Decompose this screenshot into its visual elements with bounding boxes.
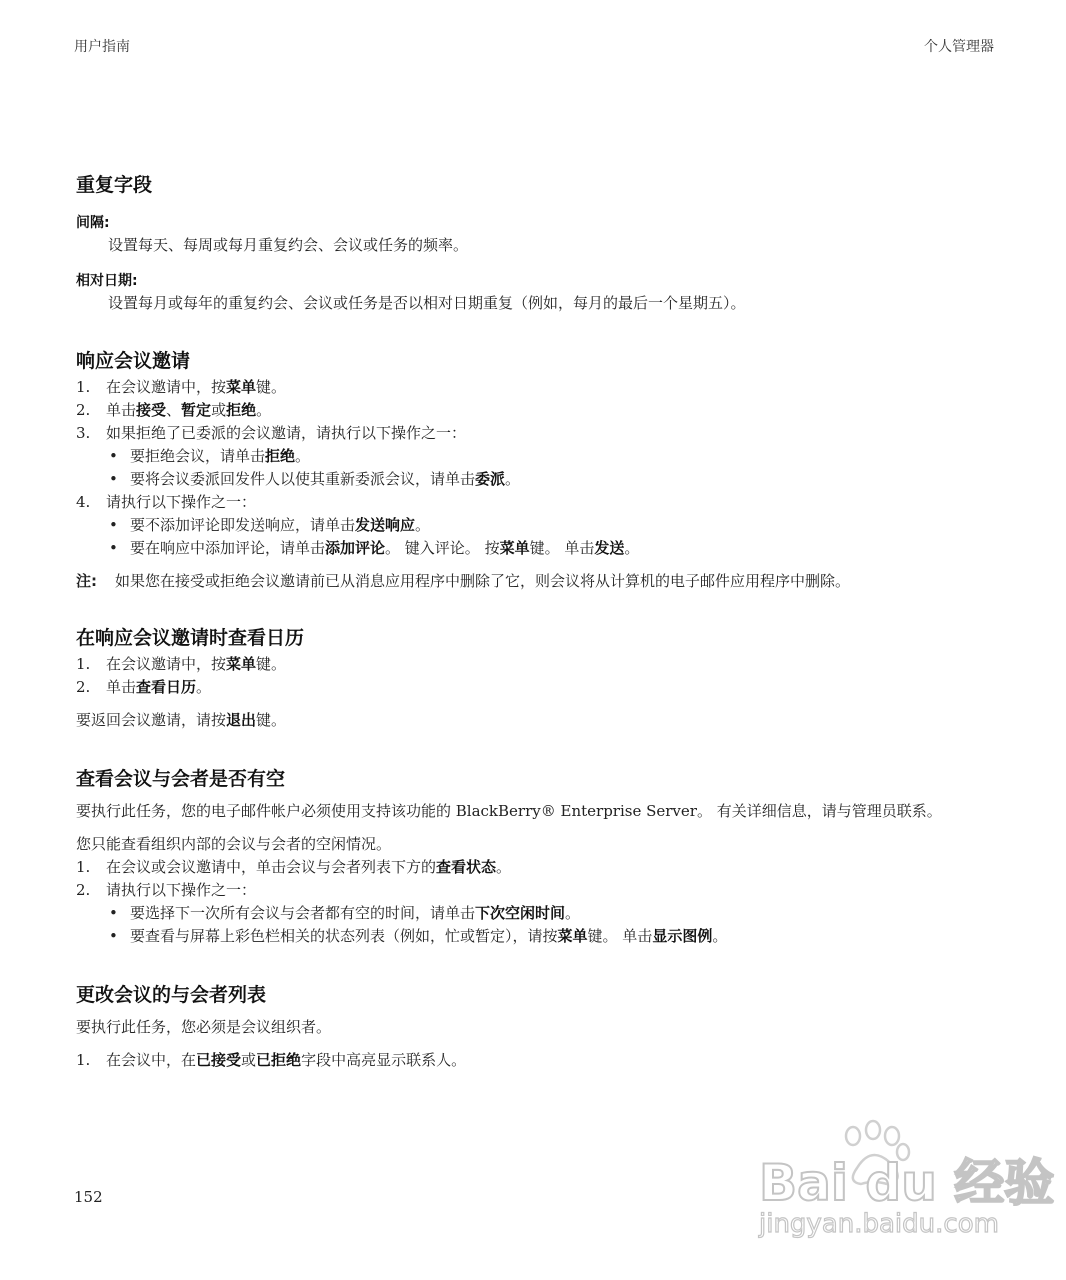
bullet-icon: •	[109, 927, 118, 945]
ui-term: 拒绝	[265, 447, 296, 465]
field-desc-interval: 设置每天、每周或每月重复约会、会议或任务的频率。	[108, 236, 469, 254]
step-text: 单击	[106, 678, 137, 696]
bullet-text: 。	[505, 470, 521, 488]
ui-term: 添加评论	[325, 539, 386, 557]
ui-term: 发送	[594, 539, 625, 557]
ui-term: 菜单	[226, 378, 257, 396]
section-title-attendee-availability: 查看会议与会者是否有空	[76, 768, 286, 790]
bullet-text: 。	[415, 516, 431, 534]
step-text: 在会议或会议邀请中，单击会议与会者列表下方的	[106, 858, 437, 876]
note-text: 如果您在接受或拒绝会议邀请前已从消息应用程序中删除了它，则会议将从计算机的电子邮件应用程序中删除。	[115, 572, 851, 590]
steps-attendee-availability	[76, 856, 996, 902]
step-text: 或	[241, 1051, 257, 1069]
step-text: 、	[166, 401, 182, 419]
step-item	[76, 422, 996, 445]
bullet-item	[76, 514, 996, 537]
step-text: 在会议邀请中，按	[106, 655, 227, 673]
step-item	[76, 879, 996, 902]
step-text: 或	[211, 401, 227, 419]
page-number: 152	[74, 1188, 103, 1206]
bullet-text: 。	[624, 539, 640, 557]
step-text: 。	[256, 401, 272, 419]
step-number: 3.	[76, 424, 91, 442]
paragraph	[76, 709, 996, 732]
step-item	[76, 653, 996, 676]
step-item	[76, 856, 996, 879]
section-title-view-calendar: 在响应会议邀请时查看日历	[76, 627, 305, 649]
step-item	[76, 676, 996, 699]
step-number: 2.	[76, 881, 91, 899]
step-text: 键。	[256, 378, 287, 396]
ui-term: 拒绝	[226, 401, 257, 419]
steps-view-calendar	[76, 653, 996, 699]
bullet-text: 。 键入评论。 按	[385, 539, 500, 557]
section-title-change-attendees: 更改会议的与会者列表	[76, 984, 267, 1006]
step-text: 。	[196, 678, 212, 696]
step-number: 2.	[76, 401, 91, 419]
ui-term: 显示图例	[652, 927, 713, 945]
bullet-icon: •	[109, 904, 118, 922]
ui-term: 退出	[226, 711, 257, 729]
step-text: 如果拒绝了已委派的会议邀请，请执行以下操作之一：	[106, 424, 467, 442]
ui-term: 已接受	[196, 1051, 242, 1069]
step-item	[76, 1049, 996, 1072]
bullet-text: 要在响应中添加评论，请单击	[130, 539, 326, 557]
bullet-list	[76, 514, 996, 560]
ui-term: 已拒绝	[256, 1051, 302, 1069]
bullet-item	[76, 445, 996, 468]
note	[76, 570, 996, 593]
section-title-respond-invitation: 响应会议邀请	[76, 350, 191, 372]
bullet-text: 要查看与屏幕上彩色栏相关的状态列表（例如，忙或暂定），请按	[130, 927, 558, 945]
bullet-text: 键。 单击	[529, 539, 595, 557]
ui-term: 发送响应	[355, 516, 416, 534]
step-item	[76, 491, 996, 514]
ui-term: 暂定	[181, 401, 212, 419]
header-guide-title: 用户指南	[74, 39, 130, 55]
bullet-text: 要不添加评论即发送响应，请单击	[130, 516, 356, 534]
header-section-title: 个人管理器	[924, 39, 994, 55]
ui-term: 查看状态	[436, 858, 497, 876]
bullet-text: 键。 单击	[587, 927, 653, 945]
step-number: 1.	[76, 378, 91, 396]
bullet-text: 要拒绝会议，请单击	[130, 447, 266, 465]
step-text: 在会议邀请中，按	[106, 378, 227, 396]
watermark-url-text: jingyan.baidu.com	[759, 1209, 999, 1239]
steps-respond-invitation	[76, 376, 996, 445]
bullet-item	[76, 537, 996, 560]
ui-term: 接受	[136, 401, 167, 419]
step-text: 键。	[256, 655, 287, 673]
ui-term: 下次空闲时间	[475, 904, 566, 922]
page-content	[76, 170, 996, 1072]
paragraph: 要执行此任务，您必须是会议组织者。	[76, 1018, 332, 1036]
watermark-brand-text: Bai du 经验	[759, 1154, 1055, 1212]
bullet-text: 。	[565, 904, 581, 922]
bullet-text: 。	[295, 447, 311, 465]
bullet-icon: •	[109, 516, 118, 534]
step-text: 请执行以下操作之一：	[106, 881, 257, 899]
ui-term: 菜单	[226, 655, 257, 673]
baidu-watermark-logo	[755, 1120, 1055, 1240]
step-text: 请执行以下操作之一：	[106, 493, 257, 511]
step-number: 1.	[76, 858, 91, 876]
ui-term: 委派	[475, 470, 506, 488]
step-number: 1.	[76, 655, 91, 673]
step-text: 在会议中，在	[106, 1051, 197, 1069]
section-title-repeat-fields: 重复字段	[76, 174, 153, 196]
ui-term: 菜单	[557, 927, 588, 945]
bullet-text: 要将会议委派回发件人以使其重新委派会议，请单击	[130, 470, 476, 488]
bullet-list	[76, 445, 996, 491]
step-text: 字段中高亮显示联系人。	[301, 1051, 467, 1069]
bullet-item	[76, 902, 996, 925]
step-number: 4.	[76, 493, 91, 511]
bullet-icon: •	[109, 447, 118, 465]
ui-term: 菜单	[499, 539, 530, 557]
paragraph-requirement: 要执行此任务，您的电子邮件帐户必须使用支持该功能的 BlackBerry® Enterprise Server。 有关详细信息，请与管理员联系。	[76, 802, 942, 820]
para-text: 要返回会议邀请，请按	[76, 711, 227, 729]
step-item	[76, 376, 996, 399]
bullet-icon: •	[109, 539, 118, 557]
bullet-text: 要选择下一次所有会议与会者都有空的时间，请单击	[130, 904, 476, 922]
bullet-item	[76, 468, 996, 491]
field-label-relative-date: 相对日期:	[76, 273, 138, 289]
para-text: 键。	[256, 711, 287, 729]
note-label: 注:	[76, 572, 97, 590]
field-desc-relative-date: 设置每月或每年的重复约会、会议或任务是否以相对日期重复（例如，每月的最后一个星期五）。	[108, 294, 746, 312]
step-number: 2.	[76, 678, 91, 696]
bullet-icon: •	[109, 470, 118, 488]
bullet-text: 。	[712, 927, 728, 945]
step-text: 单击	[106, 401, 137, 419]
ui-term: 查看日历	[136, 678, 197, 696]
bullet-list	[76, 902, 996, 948]
bullet-item	[76, 925, 996, 948]
paragraph-scope: 您只能查看组织内部的会议与会者的空闲情况。	[76, 835, 392, 853]
steps-respond-invitation-cont	[76, 491, 996, 514]
steps-change-attendees	[76, 1049, 996, 1072]
step-number: 1.	[76, 1051, 91, 1069]
step-text: 。	[496, 858, 512, 876]
step-item	[76, 399, 996, 422]
field-label-interval: 间隔:	[76, 215, 110, 231]
